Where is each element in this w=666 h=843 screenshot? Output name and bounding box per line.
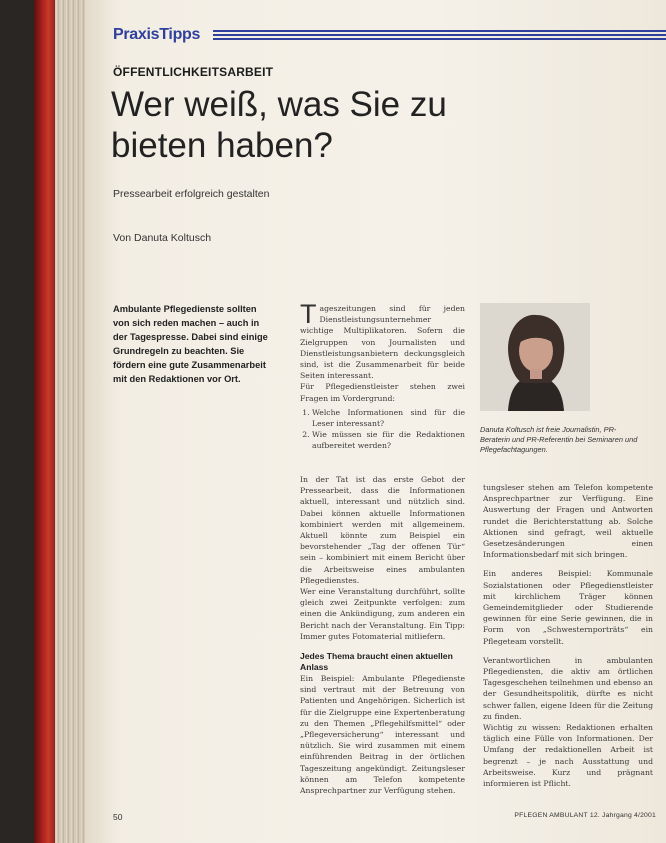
section-tag: PraxisTipps [113,26,201,43]
photo-caption: Danuta Koltusch ist freie Journalistin, PR-Beraterin und PR-Referentin bei Seminaren und Pflegefachtagungen. [480,425,638,454]
drop-cap: T [300,299,317,329]
article-author: Von Danuta Koltusch [113,232,212,244]
page-footer: PFLEGEN AMBULANT 12. Jahrgang 4/2001 [514,812,656,819]
body-column-2 [483,482,653,789]
paragraph: Tageszeitungen sind für jeden Dienstleistungsunternehmer wichtige Multiplikatoren. Sofern die Zielgruppen von Journalisten und Dienstleistungsanbietern deckungsgleich sind, ist die Zusammenarbeit für beide Seiten interessant. [300,299,465,381]
article-subtitle: Pressearbeit erfolgreich gestalten [113,188,270,200]
article-headline: Wer weiß, was Sie zu bieten haben? [111,85,447,165]
paragraph: Wer eine Veranstaltung durchführt, sollte gleich zwei Zeitpunkte verfolgen: zum einen die Ankündigung, zum anderen ein Bericht nach der Veranstaltung. Ein Tipp: Immer gutes Fotomaterial mitliefern. [300,587,465,641]
paragraph: Verantwortlichen in ambulanten Pflegediensten, die aktiv am örtlichen Tagesgeschehen teilnehmen und ebenso an der Gesundheitspolitik, dürfte es nicht schwer fallen, eigene Ideen für die Zeitung zu finden. [483,655,653,721]
article-lead: Ambulante Pflegedienste sollten von sich reden machen – auch in der Tagespresse. Dabei sind einige Grundregeln zu beachten. Sie fördern eine gute Zusammenarbeit mit den Redaktionen vor Ort. [113,304,268,384]
body-column-1 [300,299,465,455]
page-stack [55,0,85,843]
question-list [300,407,465,452]
author-photo [480,303,590,411]
list-item: 2. Wie müssen sie für die Redaktionen aufbereitet werden? [312,429,465,451]
paragraph: In der Tat ist das erste Gebot der Pressearbeit, dass die Informationen aktuell, interessant und nützlich sind. Dabei können aktuelle Informationen kombiniert werden mit allgemeinem. Aktuell könnte zum Beispiel ein bevorstehender „Tag der offenen Tür“ sein – kombiniert mit einem Bericht über die Arbeitsweise eines ambulanten Pflegedienstes. [300,475,465,585]
article-subhead: Jedes Thema braucht einen aktuellen Anlass [300,651,453,673]
magazine-page [85,0,666,843]
paragraph: Für Pflegedienstleister stehen zwei Fragen im Vordergrund: [300,382,465,403]
header-rule [213,30,666,44]
body-column-1-lower [300,474,465,796]
paragraph: Ein Beispiel: Ambulante Pflegedienste sind vertraut mit der Betreuung von Patienten und Angehörigen. Sicherlich ist für die Zielgruppe eine Expertenberatung zu den Themen „Pflegehilfsmittel“ oder „Pflegeversicherung“ interessant und nützlich. Sie wird zusammen mit einem einführenden Beitrag in der örtlichen Tageszeitung angekündigt. Zeitungsleser können am Telefon kompetente Ansprechpartner zur Verfügung stehen. [300,674,465,796]
list-item: 1. Welche Informationen sind für die Leser interessant? [312,407,465,429]
article-kicker: ÖFFENTLICHKEITSARBEIT [113,65,274,79]
paragraph: tungsleser stehen am Telefon kompetente Ansprechpartner zur Verfügung. Eine Auswertung der Fragen und Antworten rundet die Berichterstattung ab. Solche Aktionen sind gefragt, weil aktuelle Gesetzesänderungen einen Informationsbedarf mit sich bringen. [483,483,653,560]
page-number: 50 [113,812,123,822]
paragraph: Ein anderes Beispiel: Kommunale Sozialstationen oder Pflegedienstleister mit kirchlichem Träger können Gemeindemitglieder oder Studierende gewinnen für eine Serie gewinnen, die in Form von „Schwesternporträts“ ein Pflegeteam vorstellt. [483,569,653,646]
paragraph: Wichtig zu wissen: Redaktionen erhalten täglich eine Fülle von Informationen. Der Umfang der redaktionellen Arbeit ist begrenzt – je nach Ausstattung und Arbeitsweise. Kurz und prägnant informieren ist Pflicht. [483,723,653,789]
section-header [113,26,666,48]
